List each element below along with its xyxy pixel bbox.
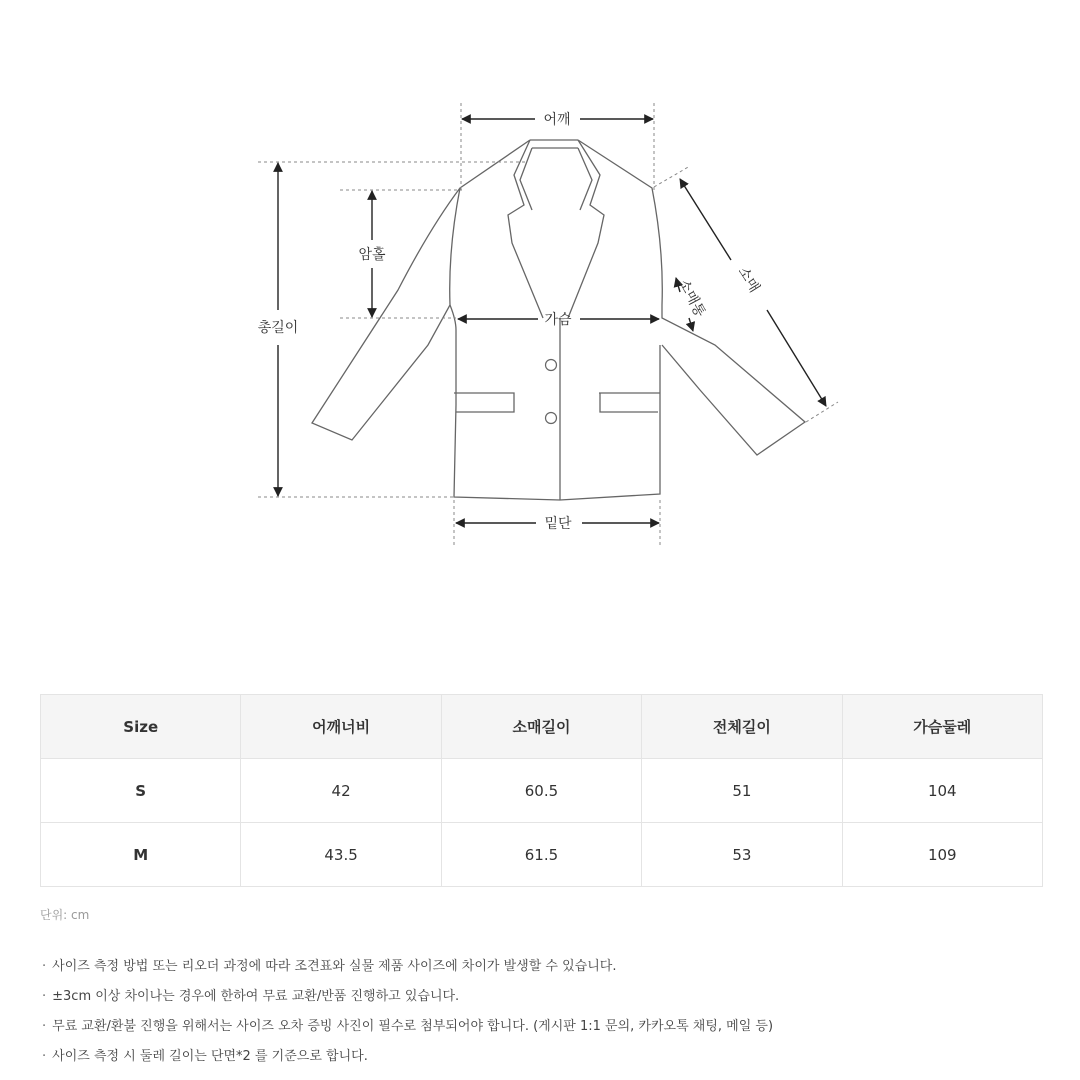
cell-chest: 104 — [842, 759, 1042, 823]
label-armhole: 암홀 — [358, 247, 386, 263]
cell-size: S — [41, 759, 241, 823]
label-chest: 가슴 — [544, 312, 572, 328]
header-sleeve-length: 소매길이 — [441, 695, 641, 759]
button-top — [546, 360, 557, 371]
sleeve-arrow-up — [680, 179, 731, 260]
header-total-length: 전체길이 — [642, 695, 842, 759]
header-chest: 가슴둘레 — [842, 695, 1042, 759]
sleeve-width-arrow-down — [689, 318, 693, 331]
cell-sleeve-length: 61.5 — [441, 823, 641, 887]
cell-total-length: 53 — [642, 823, 842, 887]
label-total-length: 총길이 — [257, 320, 299, 336]
cell-total-length: 51 — [642, 759, 842, 823]
header-size: Size — [41, 695, 241, 759]
note-item: · ±3cm 이상 차이나는 경우에 한하여 무료 교환/반품 진행하고 있습니다. — [42, 987, 773, 1017]
note-item: · 사이즈 측정 시 둘레 길이는 단면*2 를 기준으로 합니다. — [42, 1047, 773, 1077]
cell-shoulder-width: 43.5 — [241, 823, 441, 887]
header-shoulder-width: 어깨너비 — [241, 695, 441, 759]
label-sleeve: 소매 — [734, 264, 763, 296]
note-item: · 무료 교환/환불 진행을 위해서는 사이즈 오차 증빙 사진이 필수로 첨부되어야 합니다. (게시판 1:1 문의, 카카오톡 채팅, 메일 등) — [42, 1017, 773, 1047]
size-notes-list — [42, 957, 773, 1077]
cell-size: M — [41, 823, 241, 887]
table-row — [41, 823, 1043, 887]
label-shoulder: 어깨 — [543, 112, 571, 128]
size-table — [40, 694, 1043, 887]
label-sleeve-width: 소매통 — [674, 276, 709, 320]
sleeve-arrow-down — [767, 310, 826, 406]
table-header-row — [41, 695, 1043, 759]
unit-note: 단위: cm — [40, 908, 90, 922]
table-row — [41, 759, 1043, 823]
button-bottom — [546, 413, 557, 424]
label-hem: 밑단 — [544, 516, 572, 532]
note-item: · 사이즈 측정 방법 또는 리오더 과정에 따라 조견표와 실물 제품 사이즈에 차이가 발생할 수 있습니다. — [42, 957, 773, 987]
cell-chest: 109 — [842, 823, 1042, 887]
cell-shoulder-width: 42 — [241, 759, 441, 823]
cell-sleeve-length: 60.5 — [441, 759, 641, 823]
